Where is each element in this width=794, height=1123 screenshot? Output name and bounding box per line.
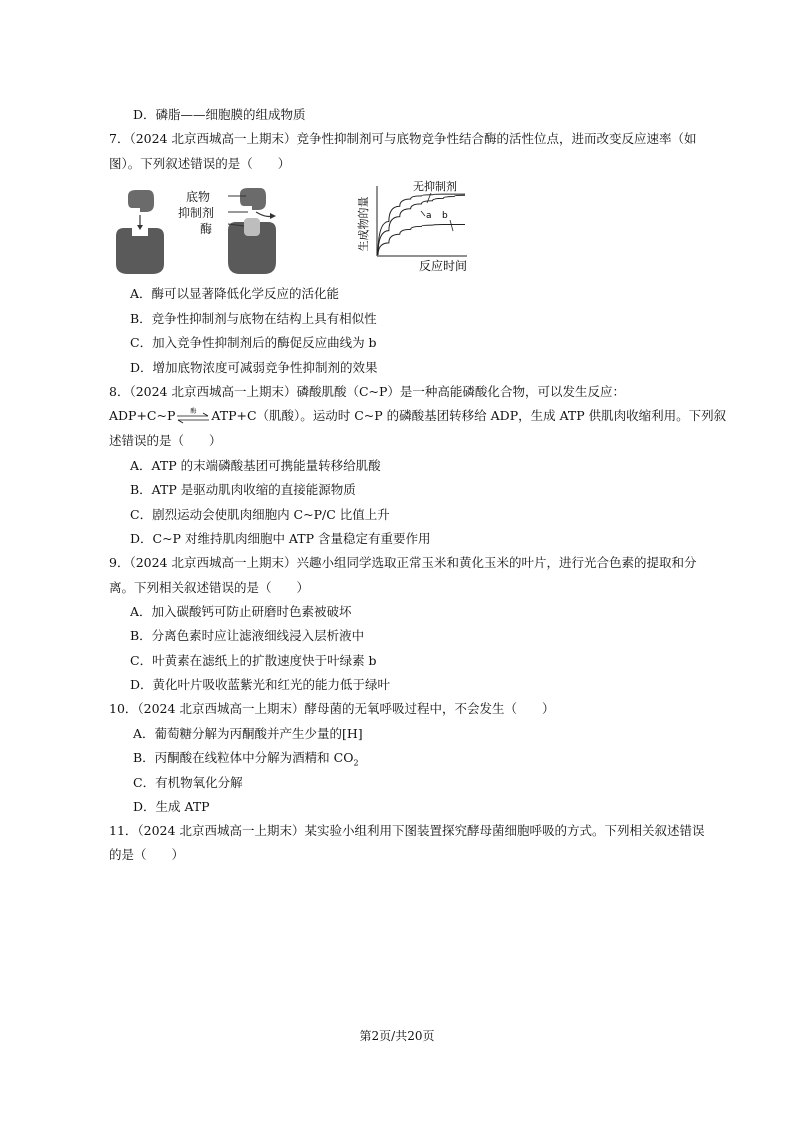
substrate-shape-left — [128, 190, 154, 212]
q7-option-a: A．酶可以显著降低化学反应的活化能 — [130, 286, 340, 301]
label-enzyme: 酶 — [200, 222, 213, 236]
arrow-enzyme-label: 酶 — [190, 407, 197, 415]
co2-subscript: 2 — [353, 758, 359, 768]
annotation-a: a — [426, 211, 432, 221]
q10-option-d: D．生成 ATP — [133, 799, 210, 814]
reversible-arrow — [176, 407, 210, 424]
q8-stem-line1: 8．（2024 北京西城高一上期末）磷酸肌酸（C~P）是一种高能磷酸化合物，可以发生反应： — [109, 384, 625, 399]
label-substrate: 底物 — [186, 190, 211, 204]
q7-option-b: B．竞争性抑制剂与底物在结构上具有相似性 — [130, 311, 377, 326]
substrate-shape-right — [240, 188, 266, 210]
q9-option-c: C．叶黄素在滤纸上的扩散速度快于叶绿素 b — [130, 653, 377, 668]
q11-stem-line1: 11．（2024 北京西城高一上期末）某实验小组利用下图装置探究酵母菌细胞呼吸的方式。下列相关叙述错误 — [109, 823, 705, 838]
q10-stem: 10．（2024 北京西城高一上期末）酵母菌的无氧呼吸过程中，不会发生（ ） — [109, 701, 555, 716]
x-axis-label: 反应时间 — [418, 259, 468, 273]
q10-option-a: A．葡萄糖分解为丙酮酸并产生少量的[H] — [133, 726, 363, 741]
q8-stem-line3: 述错误的是（ ） — [109, 433, 222, 448]
q7-option-c: C．加入竞争性抑制剂后的酶促反应曲线为 b — [130, 335, 377, 350]
annotation-b: b — [442, 211, 448, 221]
q8-equation-right: ATP+C（肌酸）。运动时 C~P 的磷酸基团转移给 ADP，生成 ATP 供肌肉收缩利用。下列叙 — [211, 408, 727, 423]
q9-option-b: B．分离色素时应让滤液细线浸入层析液中 — [130, 628, 365, 643]
q7-option-d: D．增加底物浓度可减弱竞争性抑制剂的效果 — [130, 360, 378, 375]
series-line-1 — [378, 195, 465, 255]
q8-option-d: D．C~P 对维持肌肉细胞中 ATP 含量稳定有重要作用 — [130, 531, 431, 546]
label-inhibitor: 抑制剂 — [178, 206, 215, 220]
q10-option-b-text: B．丙酮酸在线粒体中分解为酒精和 CO — [133, 750, 354, 765]
q8-option-b: B．ATP 是驱动肌肉收缩的直接能源物质 — [130, 482, 356, 497]
q6-option-d: D．磷脂——细胞膜的组成物质 — [133, 107, 306, 122]
reaction-rate-chart — [355, 178, 485, 278]
q8-stem-line2 — [109, 408, 726, 424]
q7-stem-line2: 图）。下列叙述错误的是（ ） — [109, 156, 291, 171]
page-number-footer: 第2页/共20页 — [359, 1029, 435, 1043]
q10-option-c: C．有机物氧化分解 — [133, 775, 243, 790]
q9-option-a: A．加入碳酸钙可防止研磨时色素被破坏 — [130, 604, 352, 619]
y-axis-label: 生成物的量 — [357, 196, 370, 252]
series-line-2 — [378, 225, 465, 255]
inhibitor-shape — [244, 218, 260, 236]
annotation-no-inhibitor: 无抑制剂 — [413, 180, 457, 193]
q9-stem-line1: 9．（2024 北京西城高一上期末）兴趣小组同学选取正常玉米和黄化玉米的叶片，进行光合色素的提取和分 — [109, 555, 697, 570]
enzyme-shape-left — [116, 228, 164, 274]
q9-option-d: D．黄化叶片吸收蓝紫光和红光的能力低于绿叶 — [130, 677, 391, 692]
q9-stem-line2: 离。下列相关叙述错误的是（ ） — [109, 580, 310, 595]
q8-equation-left: ADP+C~P — [109, 408, 176, 423]
q11-stem-line2: 的是（ ） — [109, 847, 185, 862]
q8-option-c: C．剧烈运动会使肌肉细胞内 C~P/C 比值上升 — [130, 507, 390, 522]
q7-stem-line1: 7．（2024 北京西城高一上期末）竞争性抑制剂可与底物竞争性结合酶的活性位点，进而改变反应速率（如 — [109, 131, 697, 146]
q10-option-b — [133, 750, 359, 772]
q8-option-a: A．ATP 的末端磷酸基团可携能量转移给肌酸 — [130, 458, 381, 473]
